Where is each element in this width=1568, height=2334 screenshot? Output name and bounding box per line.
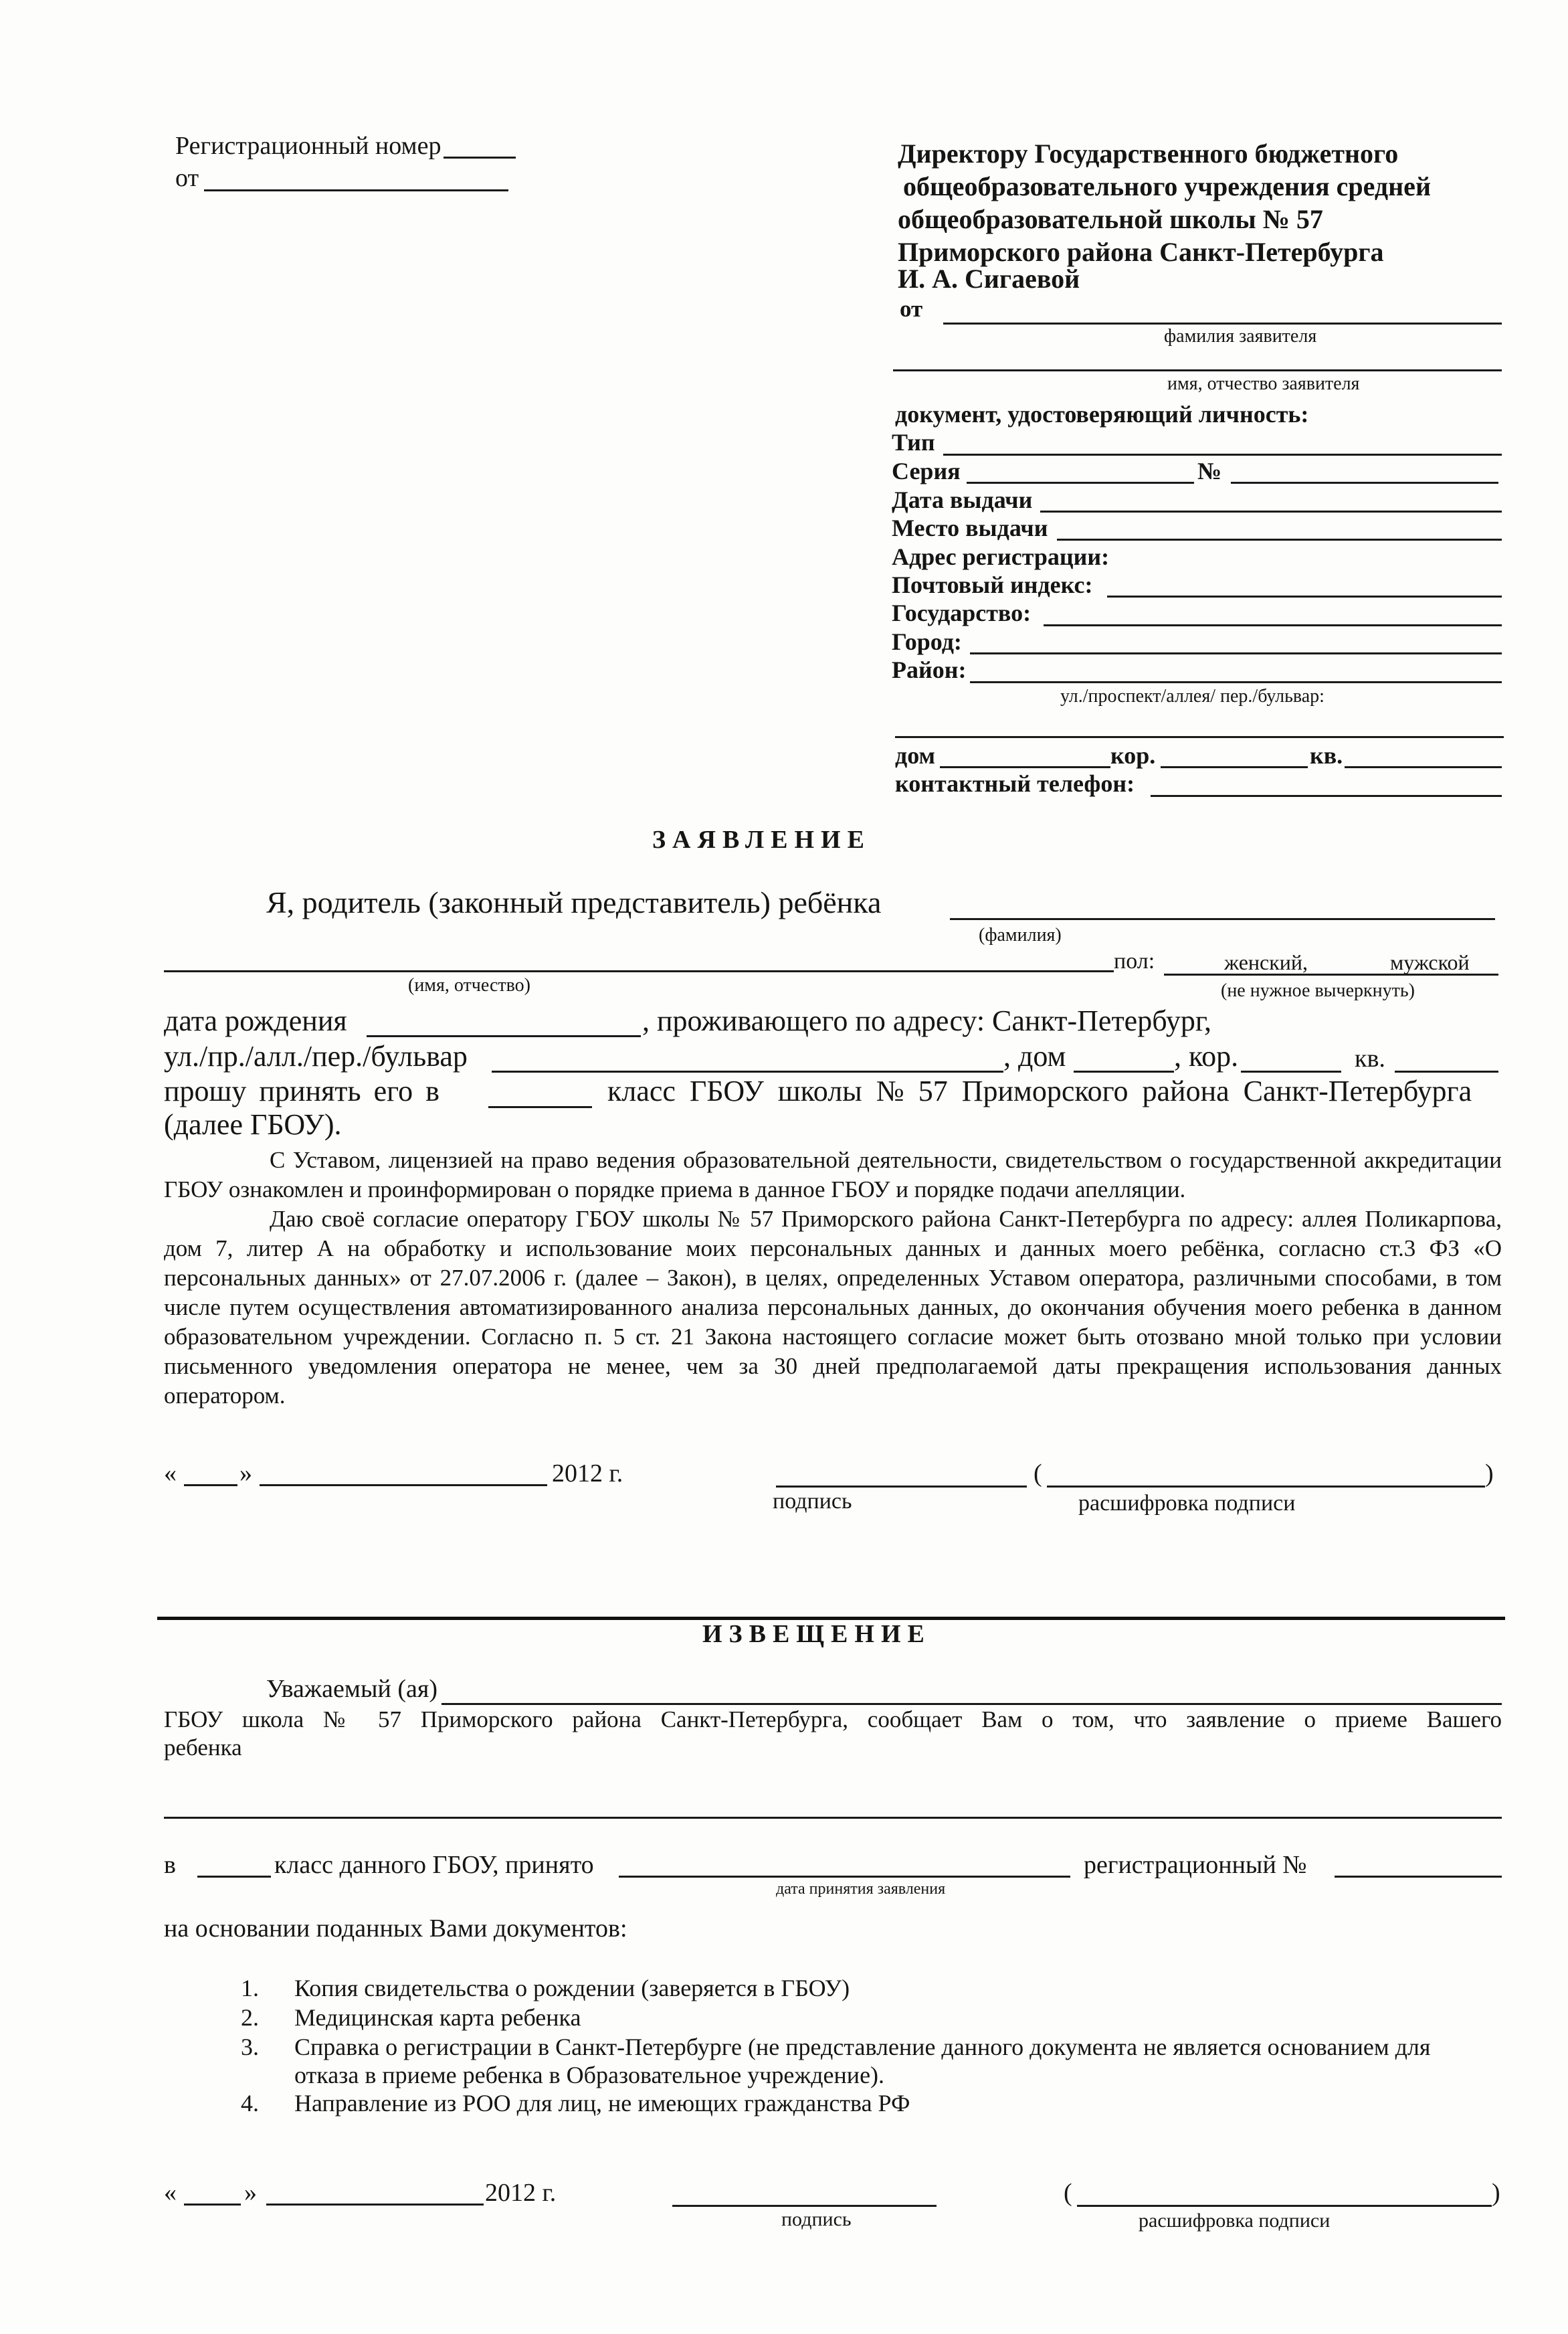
list-text: Копия свидетельства о рождении (заверяется в ГБОУ) — [294, 1975, 850, 2001]
child-name-caption: (имя, отчество) — [408, 975, 530, 996]
notice-accepted-label: класс данного ГБОУ, принято — [274, 1851, 594, 1879]
notice-day-field[interactable] — [184, 2204, 241, 2206]
list-number: 4. — [241, 2090, 259, 2117]
notice-decoding-caption: расшифровка подписи — [1139, 2210, 1331, 2232]
dob-field[interactable] — [367, 1035, 641, 1037]
reg-address-label: Адрес регистрации: — [892, 543, 1110, 570]
id-series-label: Серия — [892, 458, 961, 484]
ask-label: прошу принять его в — [164, 1075, 439, 1107]
issue-date-label: Дата выдачи — [892, 486, 1033, 513]
list-number: 1. — [241, 1975, 259, 2001]
notice-reg-number-field[interactable] — [1335, 1876, 1502, 1878]
accept-date-field[interactable] — [619, 1876, 1070, 1878]
app-decoding-field[interactable] — [1047, 1486, 1485, 1488]
registration-number-field[interactable] — [444, 157, 516, 159]
applicant-from-label: от — [900, 296, 923, 322]
notice-title: ИЗВЕЩЕНИЕ — [702, 1620, 931, 1648]
notice-month-field[interactable] — [266, 2204, 484, 2206]
postcode-label: Почтовый индекс: — [892, 571, 1093, 598]
app-paren-close: ) — [1485, 1459, 1494, 1488]
applicant-surname-field[interactable] — [943, 323, 1502, 325]
notice-signature-field[interactable] — [672, 2205, 937, 2207]
id-type-field[interactable] — [943, 454, 1502, 456]
app-date-close-quote: » — [239, 1459, 252, 1488]
addressee-line: Директору Государственного бюджетного — [898, 139, 1399, 169]
notice-paren-open: ( — [1064, 2179, 1072, 2207]
registration-number-label: Регистрационный номер — [175, 132, 442, 160]
issue-date-field[interactable] — [1040, 511, 1502, 513]
flat-label: кв. — [1310, 742, 1343, 769]
reg-number-label: регистрационный № — [1084, 1851, 1307, 1879]
country-label: Государство: — [892, 600, 1032, 626]
notice-class-field[interactable] — [197, 1876, 271, 1878]
notice-in-label: в — [164, 1851, 176, 1879]
notice-text-continued: ребенка — [164, 1734, 242, 1761]
app-signature-caption: подпись — [773, 1489, 852, 1514]
app-date-open-quote: « — [164, 1459, 177, 1488]
city-field[interactable] — [970, 652, 1502, 654]
notice-year: 2012 г. — [485, 2179, 557, 2207]
notice-text: ГБОУ школа № 57 Приморского района Санкт-Петербурга, сообщает Вам о том, что заявление о приеме Вашего — [164, 1706, 1502, 1732]
ask-end: (далее ГБОУ). — [164, 1108, 342, 1141]
street-caption: ул./проспект/аллея/ пер./бульвар: — [1060, 686, 1325, 707]
child-surname-field[interactable] — [950, 918, 1495, 920]
gender-male-option[interactable]: мужской — [1390, 950, 1470, 974]
registration-date-field[interactable] — [204, 189, 508, 191]
street-label: ул./пр./алл./пер./бульвар — [164, 1040, 468, 1073]
house-field[interactable] — [940, 766, 1110, 768]
child-street-field[interactable] — [492, 1071, 1003, 1073]
gender-label: пол: — [1114, 949, 1155, 974]
building-label: кор. — [1110, 742, 1156, 769]
notice-date-open-quote: « — [164, 2179, 177, 2207]
list-number: 3. — [241, 2034, 259, 2060]
gender-female-option[interactable]: женский, — [1224, 950, 1308, 974]
dob-label: дата рождения — [164, 1004, 347, 1037]
app-month-field[interactable] — [260, 1484, 547, 1486]
class-field[interactable] — [488, 1106, 592, 1108]
addressee-line: Приморского района Санкт-Петербурга — [898, 237, 1384, 267]
flat-field[interactable] — [1345, 766, 1502, 768]
consent-paragraph: Даю своё согласие оператору ГБОУ школы № 57 Приморского района Санкт-Петербурга по адресу: аллея Поликарпова, дом 7, литер А на обработку и использование моих персональных данных и данных моего ребёнка, согласно ст.3 ФЗ «О персональных данных» от 27.07.2006 г. (далее – Закон), в целях, определенных Уставом оператора, различными способами, в том числе путем осуществления автоматизированного анализа персональных данных, до окончания обучения моего ребенка в данном образовательном учреждении. Согласно п. 5 ст. 21 Закона настоящего согласие может быть отозвано мной только при условии письменного уведомления оператора не менее, чем за 30 дней предполагаемой даты прекращения использования данных оператором. — [164, 1206, 1502, 1409]
issue-place-field[interactable] — [1057, 539, 1502, 541]
phone-field[interactable] — [1151, 795, 1502, 797]
app-paren-open: ( — [1034, 1459, 1042, 1488]
child-flat-label: кв. — [1355, 1045, 1385, 1073]
child-building-label: , кор. — [1174, 1040, 1239, 1073]
list-text: отказа в приеме ребенка в Образовательное учреждение). — [294, 2062, 885, 2088]
accept-date-caption: дата принятия заявления — [776, 1880, 946, 1898]
applicant-name-caption: имя, отчество заявителя — [1167, 373, 1360, 394]
app-day-field[interactable] — [184, 1484, 237, 1486]
based-on-label: на основании поданных Вами документов: — [164, 1914, 627, 1943]
list-number: 2. — [241, 2004, 259, 2031]
app-signature-field[interactable] — [776, 1486, 1027, 1488]
child-surname-caption: (фамилия) — [979, 925, 1062, 946]
city-label: Город: — [892, 628, 962, 655]
child-flat-field[interactable] — [1395, 1071, 1498, 1073]
charter-paragraph: С Уставом, лицензией на право ведения образовательной деятельности, свидетельством о государственной аккредитации ГБОУ ознакомлен и проинформирован о порядке приема в данное ГБОУ и порядке подачи апелляции. — [164, 1147, 1502, 1202]
district-field[interactable] — [970, 681, 1502, 683]
applicant-surname-caption: фамилия заявителя — [1164, 326, 1317, 347]
app-year: 2012 г. — [552, 1459, 623, 1488]
postcode-field[interactable] — [1107, 596, 1502, 598]
app-decoding-caption: расшифровка подписи — [1078, 1491, 1296, 1516]
registration-date-label: от — [175, 164, 199, 192]
child-building-field[interactable] — [1241, 1071, 1341, 1073]
child-fullname-field[interactable] — [164, 1817, 1502, 1819]
class-school-label: класс ГБОУ школы № 57 Приморского района Санкт-Петербурга — [607, 1075, 1472, 1107]
recipient-name-field[interactable] — [442, 1703, 1502, 1705]
country-field[interactable] — [1044, 624, 1502, 626]
addressee-name: И. А. Сигаевой — [898, 264, 1080, 294]
applicant-name-field[interactable] — [893, 369, 1502, 371]
notice-signature-caption: подпись — [781, 2208, 852, 2230]
strike-caption: (не нужное вычеркнуть) — [1221, 980, 1415, 1001]
child-name-field[interactable] — [164, 970, 1114, 972]
id-number-sign: № — [1197, 458, 1222, 484]
notice-decoding-field[interactable] — [1077, 2205, 1492, 2207]
child-house-label: , дом — [1003, 1040, 1066, 1073]
id-document-heading: документ, удостоверяющий личность: — [895, 401, 1309, 428]
list-text: Медицинская карта ребенка — [294, 2004, 581, 2031]
house-label: дом — [895, 742, 936, 769]
living-address-label: , проживающего по адресу: Санкт-Петербург, — [642, 1004, 1211, 1037]
id-type-label: Тип — [892, 429, 935, 456]
addressee-line: общеобразовательного учреждения средней — [903, 171, 1431, 201]
id-series-field[interactable] — [967, 482, 1194, 484]
child-house-field[interactable] — [1074, 1071, 1174, 1073]
addressee-line: общеобразовательной школы № 57 — [898, 204, 1323, 234]
parent-intro: Я, родитель (законный представитель) ребёнка — [266, 885, 882, 919]
phone-label: контактный телефон: — [895, 770, 1135, 797]
list-text: Справка о регистрации в Санкт-Петербурге (не представление данного документа не является основанием для — [294, 2034, 1431, 2060]
issue-place-label: Место выдачи — [892, 515, 1048, 541]
greeting-label: Уважаемый (ая) — [266, 1675, 437, 1703]
application-title: ЗАЯВЛЕНИЕ — [652, 826, 871, 854]
list-text: Направление из РОО для лиц, не имеющих гражданства РФ — [294, 2090, 910, 2117]
notice-date-close-quote: » — [244, 2179, 257, 2207]
district-label: Район: — [892, 656, 967, 683]
id-number-field[interactable] — [1231, 482, 1498, 484]
building-field[interactable] — [1161, 766, 1308, 768]
street-field[interactable] — [895, 736, 1504, 738]
notice-paren-close: ) — [1492, 2179, 1500, 2207]
